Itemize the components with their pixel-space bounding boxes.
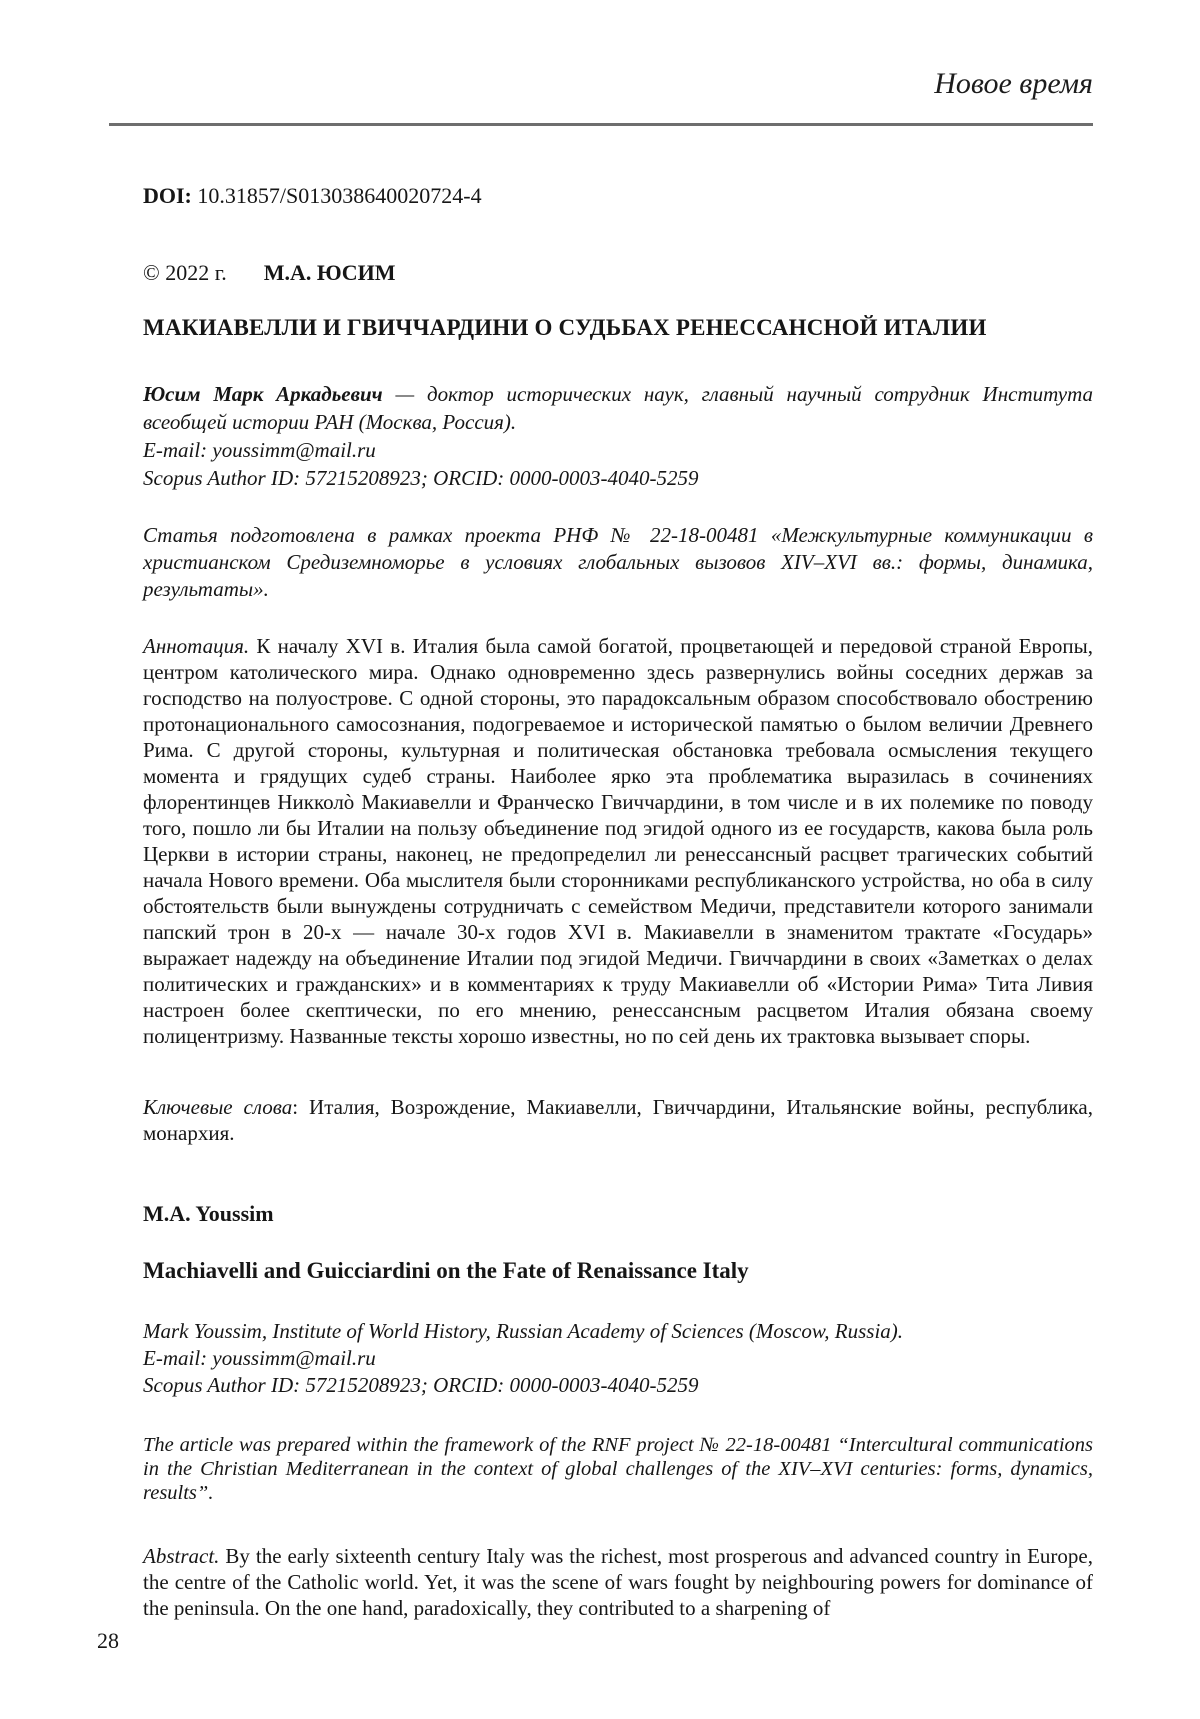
doi-value: 10.31857/S013038640020724-4 [197,183,482,208]
copyright-line [143,259,1093,286]
copyright-year: © 2022 г. [143,260,227,285]
abstract-label-en: Abstract. [143,1544,220,1568]
abstract-text-en: By the early sixteenth century Italy was the richest, most prosperous and advanced country in Europe, the centre of the Catholic world. Yet, it was the scene of wars fought by neighbouring powers for dominance of the peninsula. On the one hand, paradoxically, they contributed to a sharpening of [143,1544,1093,1620]
author-ids-ru: Scopus Author ID: 57215208923; ORCID: 0000-0003-4040-5259 [143,466,699,490]
author-bio-ru [143,380,1093,436]
keywords-label-ru: Ключевые слова [143,1095,293,1119]
author-info-en [143,1318,1093,1399]
author-name-ru: Юсим Марк Аркадьевич [143,382,383,406]
keywords-ru [143,1094,1093,1146]
header-rule [109,123,1093,126]
author-email-en: E-mail: youssimm@mail.ru [143,1346,376,1370]
author-info-ru [143,380,1093,492]
abstract-ru [143,633,1093,1049]
author-short-en: M.A. Youssim [143,1201,274,1226]
abstract-label-ru: Аннотация. [143,634,250,658]
abstract-text-ru: К началу XVI в. Италия была самой богатой, процветающей и передовой страной Европы, центром католического мира. Однако одновременно здесь развернулись войны соседних держав за господство на полуострове. С одной стороны, это парадоксальным образом способствовало обострению протонационального самосознания, подогреваемое и исторической памятью о былом величии Древнего Рима. С другой стороны, культурная и политическая обстановка требовала осмысления текущего момента и грядущих судеб страны. Наиболее ярко эта проблематика выразилась в сочинениях флорентинцев Никколò Макиавелли и Франческо Гвиччардини, в том числе и в их полемике по поводу того, пошло ли бы Италии на пользу объединение под эгидой одного из ее государств, какова была роль Церкви в истории страны, наконец, не предопределил ли ренессансный расцвет трагических событий начала Нового времени. Оба мыслителя были сторонниками республиканского устройства, но оба в силу обстоятельств были вынуждены сотрудничать с семейством Медичи, представители которого занимали папский трон в 20-х — начале 30-х годов XVI в. Макиавелли в знаменитом трактате «Государь» выражает надежду на объединение Италии под эгидой Медичи. Гвиччардини в своих «Заметках о делах политических и гражданских» и в комментариях к труду Макиавелли об «Истории Рима» Тита Ливия настроен более скептически, по его мнению, ренессансным расцветом Италия обязана своему полицентризму. Названные тексты хорошо известны, но по сей день их трактовка вызывает споры. [143,634,1093,1048]
author-short-ru: М.А. ЮСИМ [263,260,396,285]
keywords-text-ru: : Италия, Возрождение, Макиавелли, Гвиччардини, Итальянские войны, республика, монархия. [143,1095,1093,1145]
doi-line [143,183,1093,209]
doi-label: DOI: [143,183,192,208]
funding-statement-en: The article was prepared within the framework of the RNF project № 22-18-00481 “Intercultural communications in the Christian Mediterranean in the context of global challenges of the XIV–XVI centuries: forms, dynamics, results”. [143,1434,1093,1504]
author-ids-en: Scopus Author ID: 57215208923; ORCID: 0000-0003-4040-5259 [143,1373,699,1397]
journal-running-head: Новое время [934,67,1093,100]
abstract-en [143,1543,1093,1621]
author-bio-text-ru: — доктор исторических наук, главный научный сотрудник Института всеобщей истории РАН (Москва, Россия). [143,382,1093,434]
page-number: 28 [97,1628,119,1653]
funding-statement-ru: Статья подготовлена в рамках проекта РНФ № 22-18-00481 «Межкультурные коммуникации в христианском Средиземноморье в условиях глобальных вызовов XIV–XVI вв.: формы, динамика, результаты». [143,523,1093,601]
author-email-ru: E-mail: youssimm@mail.ru [143,438,376,462]
author-affiliation-en: Mark Youssim, Institute of World History, Russian Academy of Sciences (Moscow, Russia). [143,1319,904,1343]
article-title-ru: МАКИАВЕЛЛИ И ГВИЧЧАРДИНИ О СУДЬБАХ РЕНЕССАНСНОЙ ИТАЛИИ [143,315,987,340]
article-title-en: Machiavelli and Guicciardini on the Fate of Renaissance Italy [143,1258,749,1283]
